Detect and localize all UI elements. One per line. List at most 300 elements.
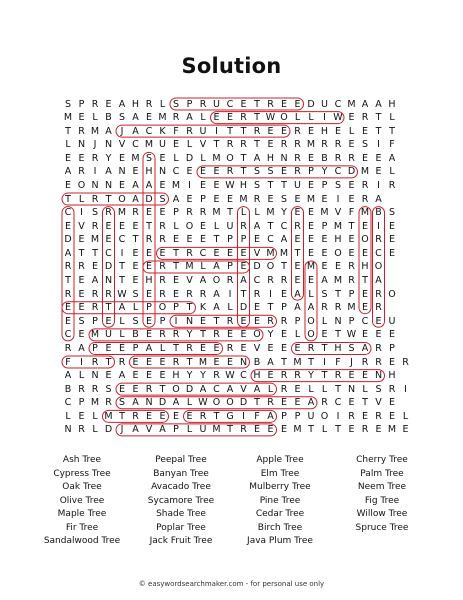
grid-letter: R [375,302,382,314]
grid-letter: A [64,166,72,178]
grid-letter: E [226,247,233,259]
grid-letter: D [64,234,72,246]
grid-letter: A [267,410,274,422]
grid-letter: E [226,329,233,341]
word-list-item: Olive Tree [59,495,105,506]
grid-letter: H [320,125,329,137]
grid-letter: P [281,410,287,422]
grid-letter: E [159,207,166,219]
grid-letter: T [105,356,112,368]
grid-letter: E [307,207,314,219]
grid-letter: T [281,356,287,368]
grid-letter: E [375,424,382,436]
word-list-item: Apple Tree [256,455,304,465]
grid-letter: W [117,288,127,300]
found-word-loop [197,166,358,178]
grid-letter: T [294,247,301,259]
grid-letter: N [347,383,356,395]
grid-letter: L [200,112,206,124]
grid-letter: L [78,370,85,382]
grid-letter: E [118,342,125,354]
grid-letter: A [64,370,72,382]
grid-letter: E [253,302,260,314]
grid-letter: O [374,261,383,273]
grid-letter: R [78,383,85,395]
grid-letter: E [267,342,274,354]
grid-letter: E [280,342,287,354]
grid-letter: T [227,424,233,436]
word-list-item: Birch Tree [257,522,303,533]
grid-letter: R [199,207,207,219]
grid-letter: E [132,356,139,368]
found-word-loop [116,125,290,137]
grid-letter: E [294,261,301,273]
grid-letter: E [145,112,152,124]
grid-letter: H [145,275,153,287]
grid-letter: T [335,424,341,436]
grid-letter: B [64,383,72,395]
grid-letter: E [199,315,206,327]
grid-letter: S [159,193,166,205]
grid-letter: T [281,179,287,191]
grid-letter: L [173,152,179,164]
grid-letter: R [348,410,355,422]
grid-letter: V [240,383,247,395]
grid-letter: T [240,166,247,178]
grid-letter: M [333,220,343,232]
grid-letter: E [348,397,355,409]
grid-letter: E [145,370,152,382]
grid-letter: R [105,288,112,300]
grid-letter: P [240,234,247,246]
grid-letter: A [132,125,139,137]
grid-letter: E [105,342,112,354]
word-list-item: Cedar Tree [255,509,305,519]
grid-letter: T [321,342,328,354]
grid-letter: R [118,356,126,368]
grid-letter: O [226,397,234,409]
grid-letter: A [132,112,139,124]
grid-letter: R [294,370,301,382]
grid-letter: U [307,410,315,422]
grid-letter: E [172,234,179,246]
grid-letter: T [308,356,314,368]
grid-letter: A [253,383,261,395]
grid-letter: I [377,139,380,151]
grid-letter: E [240,98,247,110]
grid-letter: O [158,302,167,314]
grid-letter: E [64,315,71,327]
copyright-footer: © easywordsearchmaker.com - for personal use only [138,580,325,588]
grid-letter: E [307,152,314,164]
grid-letter: E [213,193,220,205]
grid-letter: E [172,288,179,300]
grid-letter: E [388,234,395,246]
grid-letter: S [118,397,126,409]
grid-letter: C [172,166,180,178]
grid-letter: E [280,329,287,341]
grid-letter: O [334,247,342,259]
grid-letter: A [375,275,382,287]
grid-letter: O [253,329,261,341]
grid-letter: E [334,125,341,137]
grid-letter: V [375,397,382,409]
grid-letter: L [159,98,166,110]
grid-letter: E [199,234,206,246]
grid-letter: P [294,410,301,422]
grid-letter: T [267,302,274,314]
grid-letter: S [321,288,328,300]
grid-letter: A [132,179,139,191]
grid-letter: A [105,166,112,178]
grid-letter: L [186,424,193,436]
grid-letter: R [375,234,382,246]
grid-letter: N [77,139,86,151]
grid-letter: A [226,383,234,395]
grid-letter: E [294,275,301,287]
grid-letter: R [199,98,207,110]
grid-letter: R [91,288,99,300]
grid-letter: E [159,356,166,368]
grid-letter: H [388,98,396,110]
grid-letter: V [199,139,207,151]
grid-letter: L [321,315,328,327]
grid-letter: T [146,220,152,232]
grid-letter: N [91,179,99,191]
grid-letter: S [375,383,382,395]
grid-letter: E [388,247,395,259]
grid-letter: R [307,342,315,354]
grid-letter: L [119,315,125,327]
grid-letter: A [294,302,301,314]
grid-letter: C [334,166,342,178]
grid-letter: R [132,207,139,219]
grid-letter: C [361,315,369,327]
grid-letter: E [267,370,274,382]
grid-letter: A [307,302,315,314]
grid-letter: I [269,288,272,300]
grid-letter: A [145,179,153,191]
grid-letter: T [105,193,112,205]
grid-letter: E [348,179,355,191]
grid-letter: D [347,166,356,178]
grid-letter: I [377,179,380,191]
grid-letter: A [118,302,126,314]
grid-letter: R [334,139,342,151]
grid-letter: R [375,342,382,354]
grid-letter: O [388,288,396,300]
grid-letter: M [198,356,208,368]
grid-letter: D [253,261,261,273]
grid-letter: O [118,193,126,205]
grid-letter: L [173,220,179,232]
grid-letter: M [347,98,356,110]
grid-letter: S [132,315,139,327]
grid-letter: E [199,220,206,232]
grid-letter: R [78,125,85,137]
found-word-loop [62,193,169,205]
grid-letter: E [226,193,233,205]
grid-letter: L [294,329,301,341]
grid-letter: T [213,410,220,422]
grid-letter: N [158,166,167,178]
grid-letter: R [334,152,342,164]
grid-letter: E [375,315,382,327]
grid-letter: R [321,397,328,409]
grid-letter: L [308,112,314,124]
grid-letter: M [306,193,316,205]
grid-letter: Y [105,152,112,164]
word-list-item: Fir Tree [65,522,99,533]
found-word-loop [143,261,250,273]
grid-letter: E [213,356,220,368]
grid-letter: R [267,397,274,409]
grid-letter: I [215,125,218,137]
grid-letter: A [213,302,220,314]
grid-letter: N [145,397,153,409]
grid-letter: J [350,356,353,368]
grid-letter: E [132,383,139,395]
grid-letter: J [120,125,124,137]
grid-letter: N [104,275,113,287]
grid-letter: E [78,152,85,164]
grid-letter: P [78,397,85,409]
grid-letter: R [226,166,234,178]
grid-letter: E [78,410,85,422]
grid-letter: L [267,383,274,395]
grid-letter: C [334,397,342,409]
grid-letter: R [334,370,342,382]
grid-letter: R [91,98,99,110]
grid-letter: R [253,288,261,300]
grid-letter: R [240,139,247,151]
grid-letter: E [145,356,152,368]
found-word-loop [251,370,385,382]
grid-letter: O [77,179,86,191]
grid-letter: S [132,288,139,300]
grid-letter: S [388,207,396,219]
grid-letter: I [323,356,326,368]
found-word-loop [89,342,223,354]
grid-letter: V [145,424,153,436]
grid-letter: L [308,288,314,300]
grid-letter: L [65,139,71,151]
grid-letter: T [389,125,395,137]
grid-letter: L [92,424,98,436]
grid-letter: T [267,220,274,232]
grid-letter: E [78,234,85,246]
grid-letter: R [294,152,301,164]
grid-letter: E [280,424,287,436]
word-list-item: Palm Tree [360,468,404,479]
grid-letter: M [387,424,397,436]
grid-letter: R [361,356,369,368]
grid-letter: E [361,220,368,232]
grid-letter: T [65,275,71,287]
grid-letter: I [228,288,232,300]
grid-letter: E [172,139,179,151]
found-word-loop [62,356,115,368]
grid-letter: H [361,261,369,273]
word-list-item: Jack Fruit Tree [149,536,213,546]
grid-letter: T [173,342,179,354]
grid-letter: R [91,220,99,232]
grid-letter: L [389,166,395,178]
grid-letter: E [213,112,220,124]
grid-letter: E [294,383,301,395]
grid-letter: P [227,234,233,246]
grid-letter: E [375,166,382,178]
grid-letter: R [78,261,85,273]
grid-letter: M [279,247,289,259]
grid-letter: E [294,98,301,110]
grid-letter: A [132,424,139,436]
grid-letter: E [199,342,206,354]
grid-letter: H [334,234,342,246]
word-list-item: Cherry Tree [356,455,408,465]
grid-letter: E [78,288,85,300]
grid-letter: W [265,112,276,124]
grid-letter: E [267,139,274,151]
found-word-loop [184,410,277,422]
grid-letter: O [307,329,315,341]
grid-letter: E [145,315,152,327]
grid-letter: N [64,424,72,436]
grid-letter: H [172,370,180,382]
grid-letter: F [65,356,71,368]
grid-letter: A [159,424,166,436]
grid-letter: E [118,383,125,395]
grid-letter: Y [186,370,193,382]
grid-letter: E [132,370,139,382]
grid-letter: E [280,125,287,137]
grid-letter: R [240,220,247,232]
grid-letter: P [146,302,152,314]
grid-letter: G [226,410,234,422]
grid-letter: A [199,275,207,287]
grid-letter: L [321,383,328,395]
grid-letter: E [307,247,314,259]
grid-letter: E [186,410,193,422]
grid-letter: R [240,112,247,124]
grid-letter: T [213,315,220,327]
grid-letter: V [334,207,342,219]
grid-letter: N [280,152,288,164]
grid-letter: D [104,261,113,273]
grid-letter: R [213,329,220,341]
grid-letter: M [266,247,275,259]
grid-letter: M [347,302,356,314]
grid-letter: A [267,356,274,368]
grid-letter: E [78,329,85,341]
grid-letter: E [402,424,409,436]
grid-letter: R [199,410,207,422]
word-list-item: Poplar Tree [156,522,206,533]
grid-letter: D [158,397,167,409]
grid-letter: C [118,234,126,246]
grid-letter: M [90,234,100,246]
grid-letter: R [186,125,193,137]
grid-letter: C [64,207,72,219]
grid-letter: R [64,342,72,354]
grid-letter: E [78,112,85,124]
grid-letter: N [104,139,113,151]
grid-letter: M [158,112,167,124]
grid-letter: R [91,383,99,395]
grid-letter: R [388,179,396,191]
grid-letter: B [132,329,139,341]
found-word-loop [143,152,155,327]
grid-letter: L [119,329,125,341]
grid-letter: R [64,288,72,300]
grid-letter: R [280,275,288,287]
grid-letter: V [186,275,193,287]
grid-letter: A [253,220,261,232]
grid-letter: S [64,98,72,110]
grid-letter: E [280,98,287,110]
grid-letter: P [173,302,179,314]
grid-letter: E [105,370,112,382]
grid-letter: R [172,356,180,368]
grid-letter: M [212,424,221,436]
grid-letter: E [78,302,85,314]
grid-letter: F [173,125,179,137]
grid-letter: T [240,152,247,164]
word-list-item: Banyan Tree [153,468,209,479]
grid-letter: L [92,410,98,422]
grid-letter: R [199,288,207,300]
grid-letter: C [375,247,382,259]
grid-letter: E [321,193,328,205]
grid-letter: A [321,275,328,287]
word-list-item: Spruce Tree [355,522,409,533]
grid-letter: M [239,193,248,205]
grid-letter: E [132,220,139,232]
grid-letter: E [240,329,247,341]
found-word-loop [238,207,250,328]
grid-letter: L [348,125,355,137]
grid-letter: R [159,220,166,232]
grid-letter: E [388,356,395,368]
grid-letter: R [159,288,166,300]
grid-letter: T [254,397,260,409]
grid-letter: T [335,288,341,300]
grid-letter: M [171,179,181,191]
found-word-loop [130,356,250,368]
grid-letter: E [64,152,71,164]
found-word-loop [305,261,317,341]
grid-letter: Y [200,370,206,382]
grid-letter: S [105,383,112,395]
grid-letter: T [119,275,125,287]
grid-letter: R [280,383,288,395]
grid-letter: A [199,383,207,395]
grid-letter: R [226,139,234,151]
grid-letter: E [145,410,152,422]
grid-letter: W [198,397,208,409]
grid-letter: E [388,220,395,232]
grid-letter: E [294,234,301,246]
grid-letter: M [63,112,73,124]
grid-letter: R [294,166,301,178]
grid-letter: A [307,397,315,409]
grid-letter: D [239,302,248,314]
grid-letter: R [78,424,85,436]
grid-letter: O [320,410,329,422]
word-list-item: Elm Tree [260,468,300,479]
grid-letter: A [253,152,261,164]
grid-letter: E [253,424,260,436]
